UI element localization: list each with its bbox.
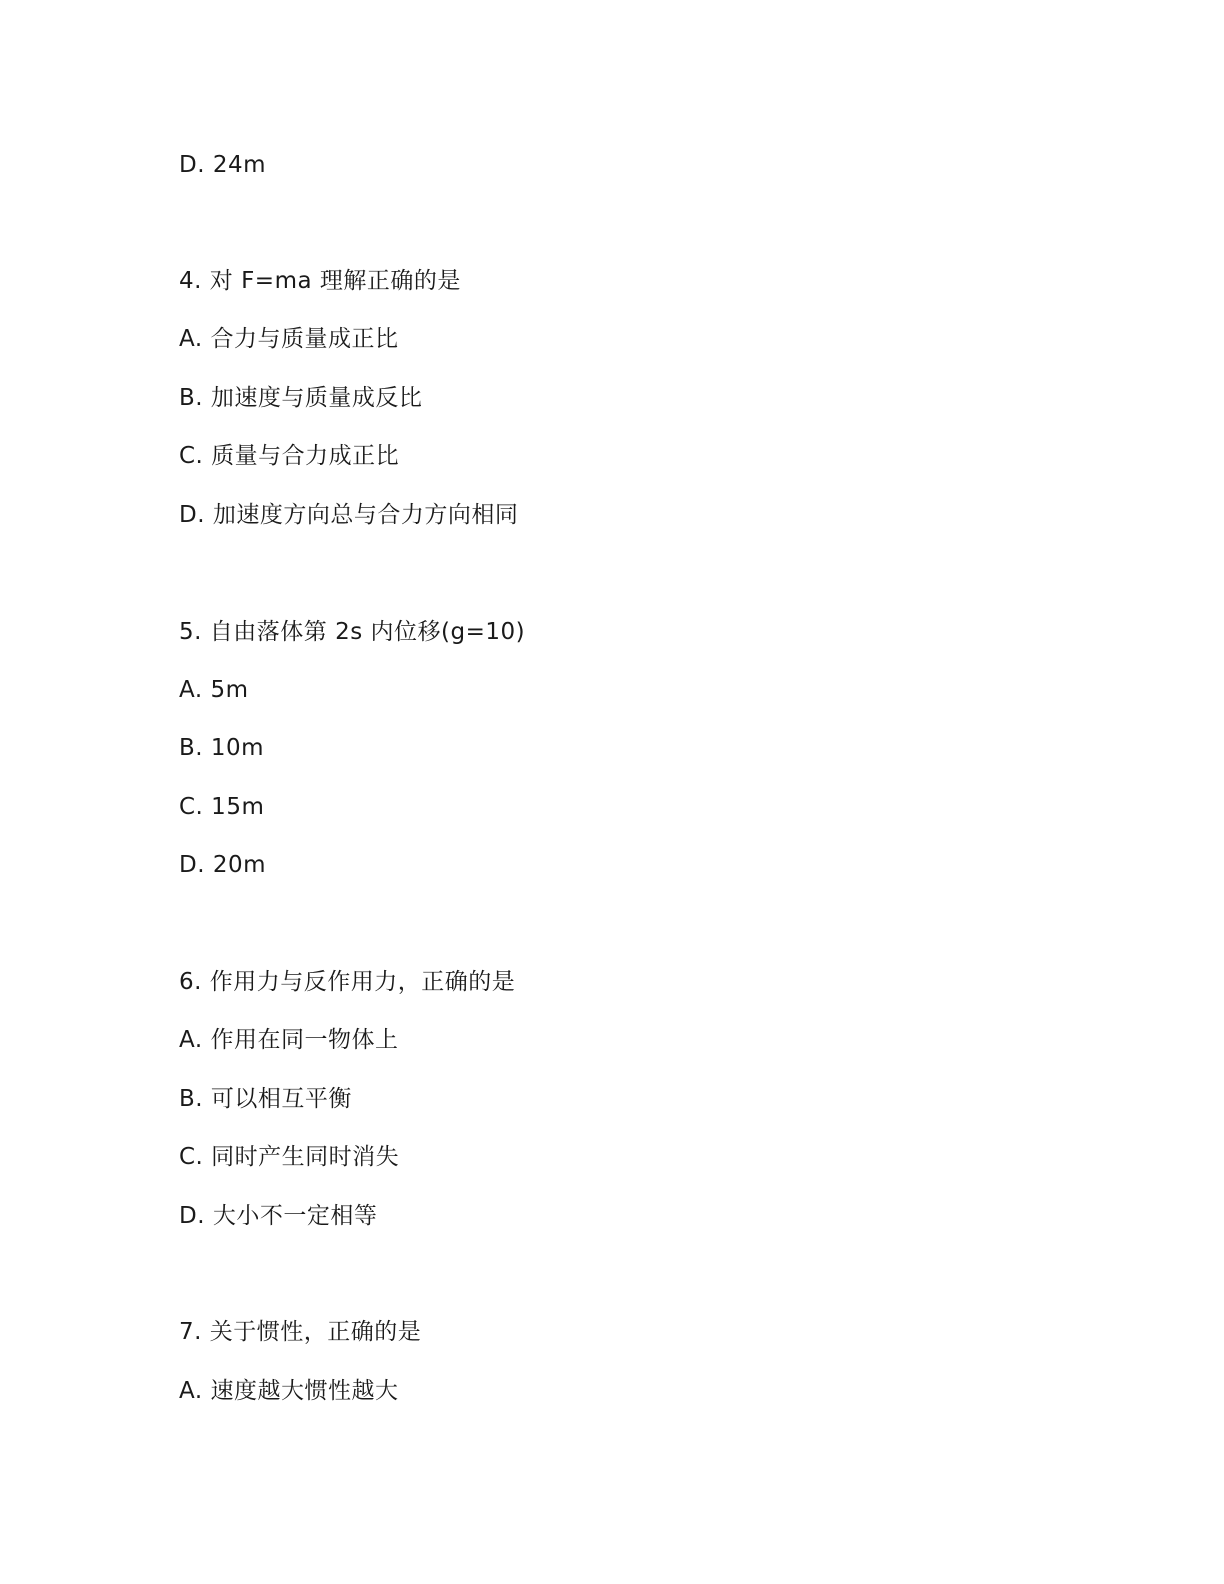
q5-option-b: B. 10m (179, 735, 265, 761)
q6-option-a: A. 作用在同一物体上 (179, 1027, 399, 1053)
q4-option-b: B. 加速度与质量成反比 (179, 385, 423, 411)
q7-option-a: A. 速度越大惯性越大 (179, 1378, 399, 1404)
q7-stem: 7. 关于惯性，正确的是 (179, 1319, 422, 1345)
q5-option-a: A. 5m (179, 677, 249, 703)
q5-stem: 5. 自由落体第 2s 内位移(g=10) (179, 619, 526, 645)
q4-stem: 4. 对 F=ma 理解正确的是 (179, 268, 461, 294)
q6-stem: 6. 作用力与反作用力，正确的是 (179, 969, 516, 995)
q5-option-d: D. 20m (179, 852, 267, 878)
q4-option-d: D. 加速度方向总与合力方向相同 (179, 502, 519, 528)
q5-option-c: C. 15m (179, 794, 265, 820)
q6-option-d: D. 大小不一定相等 (179, 1203, 378, 1229)
q4-option-a: A. 合力与质量成正比 (179, 326, 399, 352)
q6-option-c: C. 同时产生同时消失 (179, 1144, 400, 1170)
q6-option-b: B. 可以相互平衡 (179, 1086, 352, 1112)
q3-option-d: D. 24m (179, 152, 267, 178)
q4-option-c: C. 质量与合力成正比 (179, 443, 400, 469)
